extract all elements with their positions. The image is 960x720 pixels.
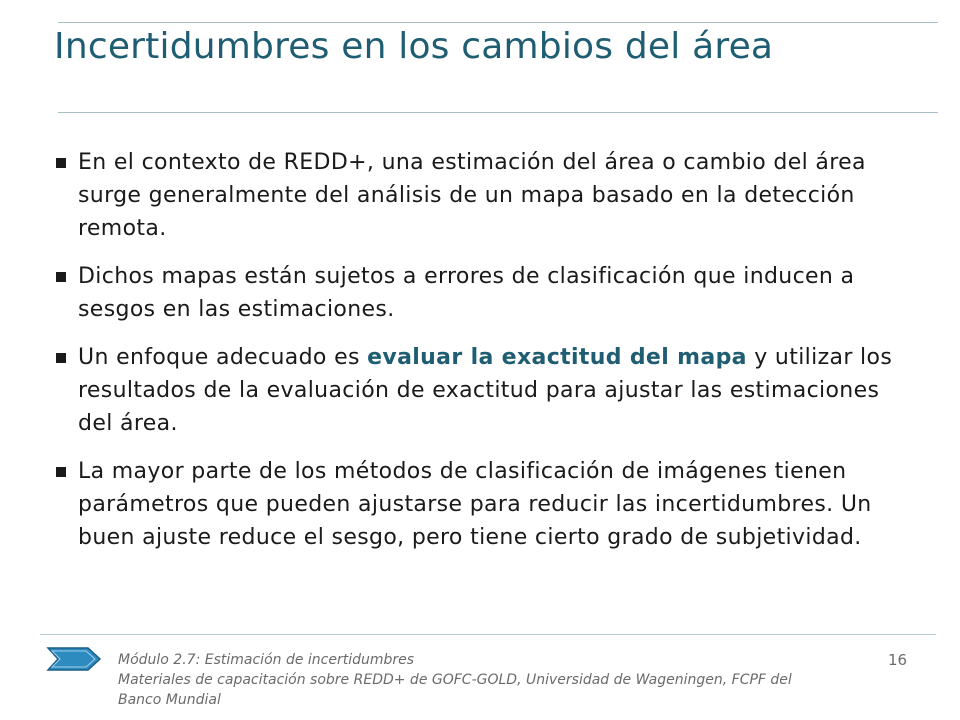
footer-module: Módulo 2.7: Estimación de incertidumbres [118,652,415,668]
bullet-highlight: evaluar la exactitud del mapa [367,345,747,370]
top-divider [58,22,938,23]
page-number: 16 [888,651,908,669]
bullet-text: La mayor parte de los métodos de clasificación de imágenes tienen parámetros que pueden ajustarse para reducir las incertidumbres. Un buen ajuste reduce el sesgo, pero tiene cierto grado de subjetividad. [78,459,872,550]
title-divider [58,112,938,113]
footer-divider [40,634,936,635]
square-bullet-icon [56,353,66,363]
bullet-item [56,146,916,245]
square-bullet-icon [56,467,66,477]
footer-materials-line1: Materiales de capacitación sobre REDD+ de GOFC-GOLD, Universidad de Wageningen, FCPF del [118,672,792,688]
slide-title: Incertidumbres en los cambios del área [54,26,774,67]
bullet-item [56,260,916,326]
bullet-item [56,341,916,440]
bullet-text-after: y utilizar los resultados de la evaluación de exactitud para ajustar las estimaciones del área. [78,345,893,436]
chevron-arrow-icon [46,646,102,672]
bullet-text: En el contexto de REDD+, una estimación del área o cambio del área surge generalmente del análisis de un mapa basado en la detección remota. [78,150,866,241]
square-bullet-icon [56,158,66,168]
footer-caption [118,650,858,710]
bullet-item [56,455,916,554]
bullet-text-before: Un enfoque adecuado es [78,345,368,370]
square-bullet-icon [56,272,66,282]
bullet-text: Dichos mapas están sujetos a errores de clasificación que inducen a sesgos en las estimaciones. [78,264,855,322]
bullet-list [56,146,916,569]
footer-materials-line2: Banco Mundial [118,692,221,708]
